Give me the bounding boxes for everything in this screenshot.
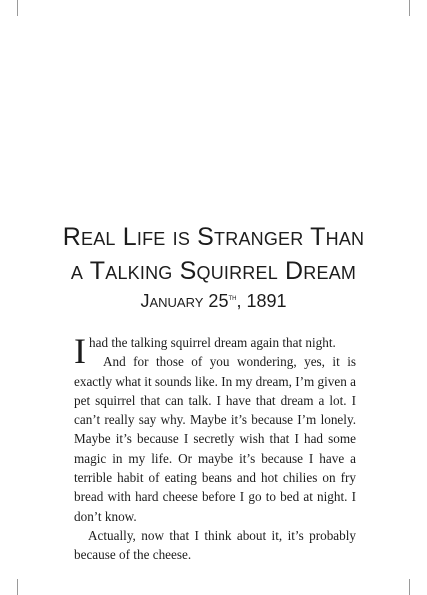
chapter-title-line-1: Real Life is Stranger Than (62, 223, 365, 251)
drop-cap: I (74, 331, 86, 371)
chapter-title (0, 220, 427, 288)
paragraph-3: Actually, now that I think about it, it’s probably because of the cheese. (74, 527, 356, 563)
date-ordinal-suffix: th (228, 292, 237, 302)
date-month-day: January 25 (140, 291, 229, 311)
paragraph-1 (74, 331, 356, 371)
crop-mark-top-left (17, 0, 18, 16)
date-year: , 1891 (236, 291, 287, 311)
chapter-title-line-2: a Talking Squirrel Dream (70, 257, 357, 285)
paragraph-2: And for those of you wondering, yes, it is exactly what it sounds like. In my dream, I’m given a pet squirrel that can talk. I have that dream a lot. I can’t really say why. Maybe it’s because I’m lonely. Maybe it’s because I secretly wish that I had some magic in my life. Or maybe it’s because I have a terrible habit of eating beans and hot chilies on fry bread with hard cheese before I go to bed at night. I don’t know. (74, 354, 356, 524)
crop-mark-bottom-right (409, 579, 410, 595)
chapter-date (0, 291, 427, 312)
crop-mark-bottom-left (17, 579, 18, 595)
chapter-body (74, 333, 356, 565)
paragraph-1-text: had the talking squirrel dream again that night. (89, 335, 336, 350)
crop-mark-top-right (409, 0, 410, 16)
